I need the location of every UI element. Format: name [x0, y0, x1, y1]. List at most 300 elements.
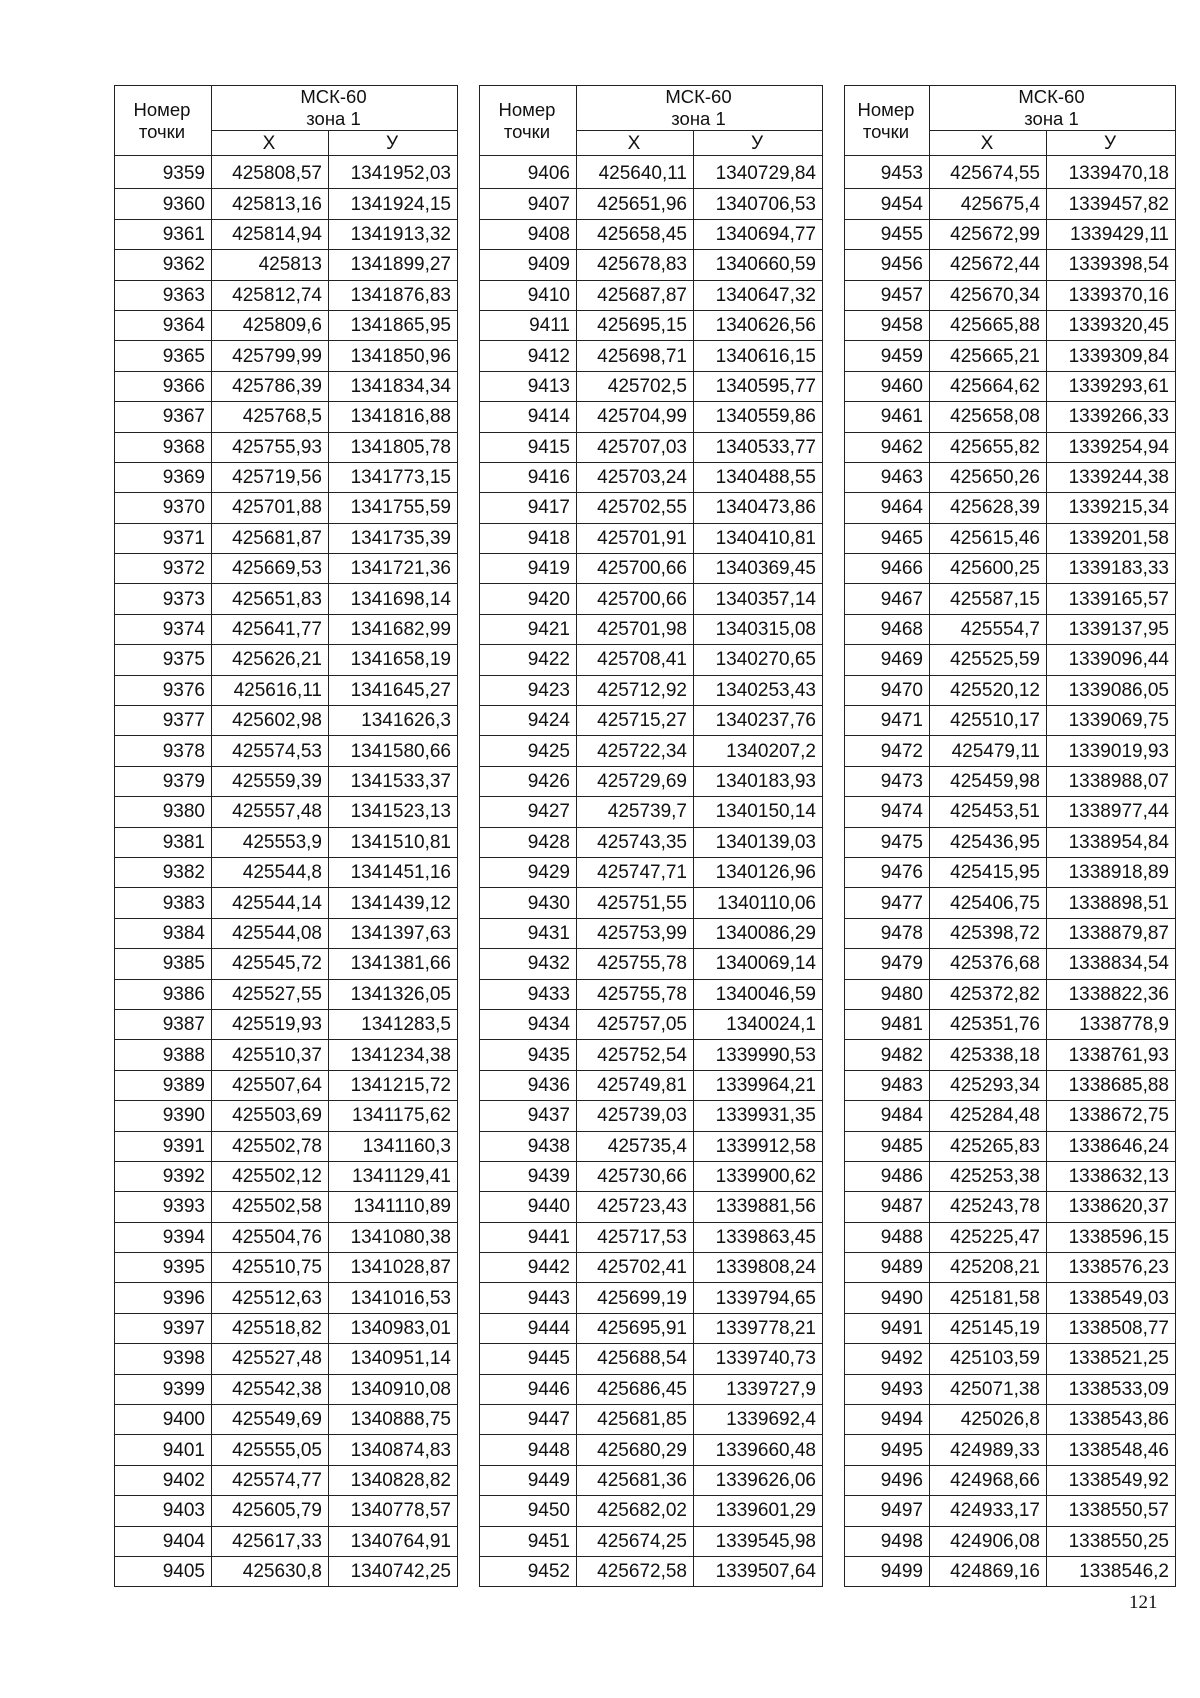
- table-row: [845, 706, 1176, 736]
- x-coordinate-cell: 425752,54: [577, 1040, 694, 1070]
- coordinate-table-3: [844, 85, 1176, 1587]
- table-row: [115, 797, 458, 827]
- y-coordinate-cell: 1341028,87: [329, 1253, 458, 1283]
- table-row: [115, 1070, 458, 1100]
- table-row: [845, 888, 1176, 918]
- table-row: [480, 766, 823, 796]
- table-row: [845, 1526, 1176, 1556]
- y-coordinate-cell: 1340910,08: [329, 1374, 458, 1404]
- table-body: [115, 156, 458, 1587]
- x-coordinate-cell: 425700,66: [577, 584, 694, 614]
- y-coordinate-cell: 1338546,2: [1047, 1556, 1176, 1586]
- x-coordinate-cell: 425680,29: [577, 1435, 694, 1465]
- x-coordinate-cell: 425735,4: [577, 1131, 694, 1161]
- x-coordinate-cell: 425626,21: [212, 645, 329, 675]
- y-coordinate-cell: 1341682,99: [329, 614, 458, 644]
- x-coordinate-cell: 424933,17: [930, 1496, 1047, 1526]
- point-number-cell: 9392: [115, 1161, 212, 1191]
- y-coordinate-cell: 1341451,16: [329, 857, 458, 887]
- point-number-cell: 9486: [845, 1161, 930, 1191]
- table-row: [845, 1556, 1176, 1586]
- y-coordinate-cell: 1341283,5: [329, 1009, 458, 1039]
- y-coordinate-cell: 1339165,57: [1047, 584, 1176, 614]
- table-row: [480, 1526, 823, 1556]
- y-coordinate-cell: 1338761,93: [1047, 1040, 1176, 1070]
- y-coordinate-cell: 1338548,46: [1047, 1435, 1176, 1465]
- point-number-cell: 9391: [115, 1131, 212, 1161]
- point-number-cell: 9483: [845, 1070, 930, 1100]
- point-number-cell: 9441: [480, 1222, 577, 1252]
- x-coordinate-cell: 425665,21: [930, 341, 1047, 371]
- y-coordinate-cell: 1338620,37: [1047, 1192, 1176, 1222]
- x-coordinate-cell: 425701,91: [577, 523, 694, 553]
- table-row: [480, 1496, 823, 1526]
- table-row: [480, 1344, 823, 1374]
- table-row: [480, 189, 823, 219]
- y-coordinate-cell: 1341834,34: [329, 371, 458, 401]
- point-number-cell: 9396: [115, 1283, 212, 1313]
- table-row: [115, 857, 458, 887]
- y-coordinate-cell: 1340150,14: [694, 797, 823, 827]
- table-row: [845, 1070, 1176, 1100]
- x-coordinate-cell: 425293,34: [930, 1070, 1047, 1100]
- point-number-cell: 9427: [480, 797, 577, 827]
- table-row: [845, 1496, 1176, 1526]
- point-number-cell: 9374: [115, 614, 212, 644]
- table-row: [845, 1040, 1176, 1070]
- point-number-cell: 9360: [115, 189, 212, 219]
- point-number-cell: 9497: [845, 1496, 930, 1526]
- x-coordinate-cell: 425507,64: [212, 1070, 329, 1100]
- x-coordinate-cell: 425722,34: [577, 736, 694, 766]
- point-number-cell: 9372: [115, 554, 212, 584]
- table-row: [845, 766, 1176, 796]
- point-number-cell: 9452: [480, 1556, 577, 1586]
- y-coordinate-cell: 1340046,59: [694, 979, 823, 1009]
- y-coordinate-cell: 1340315,08: [694, 614, 823, 644]
- table-row: [845, 736, 1176, 766]
- y-coordinate-cell: 1338879,87: [1047, 918, 1176, 948]
- table-row: [115, 1253, 458, 1283]
- y-coordinate-cell: 1341175,62: [329, 1101, 458, 1131]
- table-row: [115, 1222, 458, 1252]
- point-number-cell: 9440: [480, 1192, 577, 1222]
- x-coordinate-cell: 425717,53: [577, 1222, 694, 1252]
- y-coordinate-cell: 1341397,63: [329, 918, 458, 948]
- x-coordinate-cell: 425415,95: [930, 857, 1047, 887]
- y-coordinate-cell: 1341952,03: [329, 156, 458, 189]
- x-coordinate-cell: 425809,6: [212, 310, 329, 340]
- point-number-cell: 9387: [115, 1009, 212, 1039]
- point-number-cell: 9493: [845, 1374, 930, 1404]
- y-coordinate-cell: 1340237,76: [694, 706, 823, 736]
- x-coordinate-cell: 425664,62: [930, 371, 1047, 401]
- x-coordinate-cell: 425799,99: [212, 341, 329, 371]
- coordinate-system-header: МСК-60 зона 1: [577, 86, 823, 131]
- point-number-cell: 9377: [115, 706, 212, 736]
- point-number-cell: 9364: [115, 310, 212, 340]
- x-coordinate-cell: 425813,16: [212, 189, 329, 219]
- y-coordinate-cell: 1338646,24: [1047, 1131, 1176, 1161]
- point-number-cell: 9473: [845, 766, 930, 796]
- table-row: [115, 1313, 458, 1343]
- point-number-cell: 9406: [480, 156, 577, 189]
- y-coordinate-cell: 1339740,73: [694, 1344, 823, 1374]
- y-coordinate-cell: 1338672,75: [1047, 1101, 1176, 1131]
- y-coordinate-cell: 1341698,14: [329, 584, 458, 614]
- point-number-cell: 9362: [115, 250, 212, 280]
- table-row: [480, 341, 823, 371]
- x-coordinate-cell: 424989,33: [930, 1435, 1047, 1465]
- coordinate-table-2: [479, 85, 823, 1587]
- table-row: [115, 280, 458, 310]
- point-number-cell: 9386: [115, 979, 212, 1009]
- table-row: [480, 250, 823, 280]
- x-coordinate-cell: 425554,7: [930, 614, 1047, 644]
- y-coordinate-cell: 1339881,56: [694, 1192, 823, 1222]
- table-row: [845, 1313, 1176, 1343]
- y-coordinate-cell: 1338632,13: [1047, 1161, 1176, 1191]
- table-row: [480, 675, 823, 705]
- point-number-cell: 9423: [480, 675, 577, 705]
- x-coordinate-cell: 425574,53: [212, 736, 329, 766]
- y-coordinate-cell: 1340110,06: [694, 888, 823, 918]
- x-coordinate-cell: 425813: [212, 250, 329, 280]
- point-number-header: Номер точки: [845, 86, 930, 156]
- table-row: [480, 554, 823, 584]
- table-row: [480, 1283, 823, 1313]
- table-row: [115, 250, 458, 280]
- x-coordinate-cell: 425587,15: [930, 584, 1047, 614]
- y-coordinate-cell: 1339215,34: [1047, 493, 1176, 523]
- point-number-cell: 9415: [480, 432, 577, 462]
- point-number-cell: 9404: [115, 1526, 212, 1556]
- x-coordinate-cell: 425525,59: [930, 645, 1047, 675]
- y-coordinate-cell: 1341913,32: [329, 219, 458, 249]
- x-coordinate-cell: 425747,71: [577, 857, 694, 887]
- y-coordinate-cell: 1339626,06: [694, 1465, 823, 1495]
- point-number-cell: 9418: [480, 523, 577, 553]
- x-coordinate-cell: 425372,82: [930, 979, 1047, 1009]
- y-coordinate-cell: 1341924,15: [329, 189, 458, 219]
- x-coordinate-cell: 424869,16: [930, 1556, 1047, 1586]
- x-coordinate-cell: 425628,39: [930, 493, 1047, 523]
- x-coordinate-cell: 425479,11: [930, 736, 1047, 766]
- point-number-cell: 9443: [480, 1283, 577, 1313]
- table-row: [480, 857, 823, 887]
- y-coordinate-cell: 1339254,94: [1047, 432, 1176, 462]
- x-coordinate-cell: 425749,81: [577, 1070, 694, 1100]
- x-coordinate-cell: 425655,82: [930, 432, 1047, 462]
- page-number: 121: [1129, 1592, 1158, 1613]
- point-number-cell: 9474: [845, 797, 930, 827]
- y-coordinate-cell: 1341016,53: [329, 1283, 458, 1313]
- table-row: [845, 1161, 1176, 1191]
- x-coordinate-cell: 425672,99: [930, 219, 1047, 249]
- point-number-cell: 9464: [845, 493, 930, 523]
- x-column-header: Х: [577, 131, 694, 156]
- x-coordinate-cell: 425695,15: [577, 310, 694, 340]
- y-coordinate-cell: 1339370,16: [1047, 280, 1176, 310]
- table-row: [115, 402, 458, 432]
- coordinate-table-1: [114, 85, 458, 1587]
- y-coordinate-cell: 1339086,05: [1047, 675, 1176, 705]
- y-coordinate-cell: 1340069,14: [694, 949, 823, 979]
- point-number-cell: 9390: [115, 1101, 212, 1131]
- x-coordinate-cell: 425553,9: [212, 827, 329, 857]
- table-row: [480, 1101, 823, 1131]
- point-number-cell: 9359: [115, 156, 212, 189]
- y-coordinate-cell: 1339507,64: [694, 1556, 823, 1586]
- y-coordinate-cell: 1339096,44: [1047, 645, 1176, 675]
- y-coordinate-cell: 1339931,35: [694, 1101, 823, 1131]
- x-coordinate-cell: 425502,12: [212, 1161, 329, 1191]
- x-coordinate-cell: 425640,11: [577, 156, 694, 189]
- table-row: [115, 1101, 458, 1131]
- x-coordinate-cell: 425814,94: [212, 219, 329, 249]
- point-number-cell: 9429: [480, 857, 577, 887]
- x-coordinate-cell: 425243,78: [930, 1192, 1047, 1222]
- y-coordinate-cell: 1341381,66: [329, 949, 458, 979]
- point-number-cell: 9414: [480, 402, 577, 432]
- point-number-cell: 9461: [845, 402, 930, 432]
- x-coordinate-cell: 425641,77: [212, 614, 329, 644]
- y-coordinate-cell: 1339863,45: [694, 1222, 823, 1252]
- table-row: [480, 1556, 823, 1586]
- x-coordinate-cell: 425786,39: [212, 371, 329, 401]
- y-coordinate-cell: 1338778,9: [1047, 1009, 1176, 1039]
- y-coordinate-cell: 1339692,4: [694, 1405, 823, 1435]
- table-row: [845, 797, 1176, 827]
- table-row: [845, 1344, 1176, 1374]
- y-coordinate-cell: 1341160,3: [329, 1131, 458, 1161]
- table-row: [115, 706, 458, 736]
- x-coordinate-cell: 425708,41: [577, 645, 694, 675]
- x-coordinate-cell: 425658,45: [577, 219, 694, 249]
- point-number-cell: 9433: [480, 979, 577, 1009]
- x-coordinate-cell: 425701,88: [212, 493, 329, 523]
- x-coordinate-cell: 425755,93: [212, 432, 329, 462]
- table-row: [115, 1374, 458, 1404]
- point-number-cell: 9397: [115, 1313, 212, 1343]
- y-coordinate-cell: 1338550,25: [1047, 1526, 1176, 1556]
- x-coordinate-cell: 425406,75: [930, 888, 1047, 918]
- x-coordinate-cell: 424968,66: [930, 1465, 1047, 1495]
- table-row: [115, 827, 458, 857]
- y-coordinate-cell: 1340647,32: [694, 280, 823, 310]
- y-coordinate-cell: 1341510,81: [329, 827, 458, 857]
- point-number-cell: 9481: [845, 1009, 930, 1039]
- coordinate-system-header: МСК-60 зона 1: [930, 86, 1176, 131]
- table-row: [845, 979, 1176, 1009]
- x-coordinate-cell: 425510,75: [212, 1253, 329, 1283]
- point-number-cell: 9369: [115, 462, 212, 492]
- table-row: [845, 614, 1176, 644]
- x-coordinate-cell: 425753,99: [577, 918, 694, 948]
- table-row: [845, 675, 1176, 705]
- table-row: [845, 1435, 1176, 1465]
- y-coordinate-cell: 1339398,54: [1047, 250, 1176, 280]
- table-row: [480, 1253, 823, 1283]
- y-coordinate-cell: 1341326,05: [329, 979, 458, 1009]
- table-row: [845, 1283, 1176, 1313]
- point-number-cell: 9394: [115, 1222, 212, 1252]
- y-coordinate-cell: 1341865,95: [329, 310, 458, 340]
- point-number-cell: 9466: [845, 554, 930, 584]
- y-coordinate-cell: 1339660,48: [694, 1435, 823, 1465]
- x-coordinate-cell: 425703,24: [577, 462, 694, 492]
- y-coordinate-cell: 1339778,21: [694, 1313, 823, 1343]
- table-row: [480, 280, 823, 310]
- x-coordinate-cell: 425071,38: [930, 1374, 1047, 1404]
- table-row: [115, 219, 458, 249]
- x-coordinate-cell: 425707,03: [577, 432, 694, 462]
- y-coordinate-cell: 1338954,84: [1047, 827, 1176, 857]
- x-coordinate-cell: 425145,19: [930, 1313, 1047, 1343]
- y-coordinate-cell: 1338576,23: [1047, 1253, 1176, 1283]
- x-coordinate-cell: 425549,69: [212, 1405, 329, 1435]
- x-coordinate-cell: 425739,7: [577, 797, 694, 827]
- table-row: [845, 857, 1176, 887]
- x-coordinate-cell: 425751,55: [577, 888, 694, 918]
- point-number-cell: 9384: [115, 918, 212, 948]
- y-coordinate-cell: 1339069,75: [1047, 706, 1176, 736]
- table-row: [115, 675, 458, 705]
- point-number-cell: 9426: [480, 766, 577, 796]
- y-coordinate-cell: 1341645,27: [329, 675, 458, 705]
- x-coordinate-cell: 425503,69: [212, 1101, 329, 1131]
- x-coordinate-cell: 425757,05: [577, 1009, 694, 1039]
- point-number-cell: 9430: [480, 888, 577, 918]
- point-number-cell: 9411: [480, 310, 577, 340]
- x-column-header: Х: [212, 131, 329, 156]
- point-number-cell: 9402: [115, 1465, 212, 1495]
- y-coordinate-cell: 1341816,88: [329, 402, 458, 432]
- point-number-cell: 9492: [845, 1344, 930, 1374]
- point-number-cell: 9422: [480, 645, 577, 675]
- x-coordinate-cell: 425729,69: [577, 766, 694, 796]
- y-coordinate-cell: 1338521,25: [1047, 1344, 1176, 1374]
- y-coordinate-cell: 1339309,84: [1047, 341, 1176, 371]
- x-coordinate-cell: 425555,05: [212, 1435, 329, 1465]
- point-number-cell: 9456: [845, 250, 930, 280]
- table-row: [115, 949, 458, 979]
- x-coordinate-cell: 425103,59: [930, 1344, 1047, 1374]
- table-row: [480, 584, 823, 614]
- y-coordinate-cell: 1340888,75: [329, 1405, 458, 1435]
- y-coordinate-cell: 1338685,88: [1047, 1070, 1176, 1100]
- table-row: [845, 1253, 1176, 1283]
- y-coordinate-cell: 1341580,66: [329, 736, 458, 766]
- table-row: [115, 736, 458, 766]
- point-number-cell: 9409: [480, 250, 577, 280]
- y-coordinate-cell: 1341080,38: [329, 1222, 458, 1252]
- x-coordinate-cell: 425702,5: [577, 371, 694, 401]
- y-coordinate-cell: 1340742,25: [329, 1556, 458, 1586]
- point-number-cell: 9366: [115, 371, 212, 401]
- y-column-header: У: [694, 131, 823, 156]
- point-number-cell: 9479: [845, 949, 930, 979]
- x-coordinate-cell: 425723,43: [577, 1192, 694, 1222]
- y-coordinate-cell: 1339137,95: [1047, 614, 1176, 644]
- y-coordinate-cell: 1339808,24: [694, 1253, 823, 1283]
- table-body: [845, 156, 1176, 1587]
- y-coordinate-cell: 1340778,57: [329, 1496, 458, 1526]
- table-row: [845, 949, 1176, 979]
- table-row: [115, 584, 458, 614]
- point-number-cell: 9468: [845, 614, 930, 644]
- y-coordinate-cell: 1341721,36: [329, 554, 458, 584]
- point-number-cell: 9465: [845, 523, 930, 553]
- y-coordinate-cell: 1338549,03: [1047, 1283, 1176, 1313]
- point-number-cell: 9491: [845, 1313, 930, 1343]
- y-coordinate-cell: 1341110,89: [329, 1192, 458, 1222]
- x-coordinate-cell: 425436,95: [930, 827, 1047, 857]
- x-coordinate-cell: 425682,02: [577, 1496, 694, 1526]
- x-coordinate-cell: 425808,57: [212, 156, 329, 189]
- point-number-cell: 9471: [845, 706, 930, 736]
- x-coordinate-cell: 425600,25: [930, 554, 1047, 584]
- x-coordinate-cell: 425672,58: [577, 1556, 694, 1586]
- y-column-header: У: [329, 131, 458, 156]
- point-number-cell: 9380: [115, 797, 212, 827]
- x-coordinate-cell: 425658,08: [930, 402, 1047, 432]
- x-coordinate-cell: 425510,37: [212, 1040, 329, 1070]
- point-number-header: Номер точки: [115, 86, 212, 156]
- table-row: [845, 1222, 1176, 1252]
- point-number-cell: 9453: [845, 156, 930, 189]
- y-coordinate-cell: 1339320,45: [1047, 310, 1176, 340]
- point-number-cell: 9407: [480, 189, 577, 219]
- y-coordinate-cell: 1341523,13: [329, 797, 458, 827]
- y-coordinate-cell: 1341850,96: [329, 341, 458, 371]
- x-coordinate-cell: 425453,51: [930, 797, 1047, 827]
- table-row: [480, 1040, 823, 1070]
- y-coordinate-cell: 1339545,98: [694, 1526, 823, 1556]
- table-row: [480, 462, 823, 492]
- y-coordinate-cell: 1338977,44: [1047, 797, 1176, 827]
- point-number-cell: 9482: [845, 1040, 930, 1070]
- point-number-cell: 9421: [480, 614, 577, 644]
- point-number-cell: 9488: [845, 1222, 930, 1252]
- point-number-cell: 9367: [115, 402, 212, 432]
- table-row: [115, 1526, 458, 1556]
- point-number-cell: 9410: [480, 280, 577, 310]
- x-coordinate-cell: 425284,48: [930, 1101, 1047, 1131]
- x-coordinate-cell: 425518,82: [212, 1313, 329, 1343]
- point-number-cell: 9449: [480, 1465, 577, 1495]
- x-coordinate-cell: 425651,96: [577, 189, 694, 219]
- table-row: [480, 736, 823, 766]
- table-row: [480, 1435, 823, 1465]
- y-coordinate-cell: 1340828,82: [329, 1465, 458, 1495]
- table-row: [115, 1040, 458, 1070]
- y-coordinate-cell: 1339900,62: [694, 1161, 823, 1191]
- y-coordinate-cell: 1340706,53: [694, 189, 823, 219]
- x-coordinate-cell: 425704,99: [577, 402, 694, 432]
- table-row: [845, 1405, 1176, 1435]
- point-number-cell: 9446: [480, 1374, 577, 1404]
- point-number-cell: 9432: [480, 949, 577, 979]
- x-coordinate-cell: 425681,36: [577, 1465, 694, 1495]
- point-number-cell: 9403: [115, 1496, 212, 1526]
- y-coordinate-cell: 1341129,41: [329, 1161, 458, 1191]
- point-number-cell: 9379: [115, 766, 212, 796]
- table-row: [845, 189, 1176, 219]
- table-row: [480, 979, 823, 1009]
- x-coordinate-cell: 425715,27: [577, 706, 694, 736]
- table-row: [480, 1161, 823, 1191]
